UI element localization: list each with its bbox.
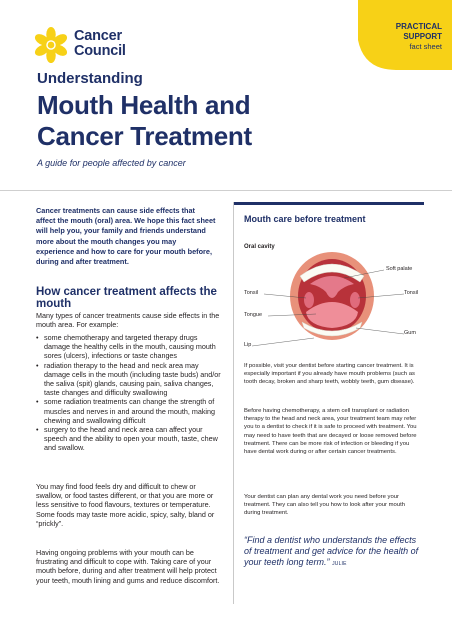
list-item: • surgery to the head and neck area can affect your speech and the ability to open your mouth, taste, chew and swallow.: [36, 425, 221, 453]
sidebar-title: Mouth care before treatment: [244, 214, 366, 224]
label-lip: Lip: [244, 342, 252, 348]
diagram-title: Oral cavity: [244, 244, 275, 250]
dentist-referral-paragraph: Before having chemotherapy, a stem cell transplant or radiation therapy to the head and neck area, your treatment team may refer you to a dentist to check if it is safe to proceed with treatment. You may need to have teeth that are decayed or loose removed before treatment. There can be more risk of infection or bleeding if you have dental work during or after certain cancer treatments.: [244, 408, 417, 456]
section-heading: How cancer treatment affects the mouth: [36, 286, 217, 310]
mouth-care-sidebar: [233, 202, 423, 604]
oral-cavity-diagram: [244, 242, 420, 352]
fact-sheet-badge: [334, 0, 452, 70]
badge-line-3: fact sheet: [409, 42, 442, 51]
page-title: [37, 90, 252, 152]
logo-line-2: Council: [74, 43, 126, 59]
label-tongue: Tongue: [244, 312, 263, 318]
food-changes-paragraph: You may find food feels dry and difficult to chew or swallow, or food tastes different, or that you are more or less sensitive to food flavours, textures or temperature. Some foods may taste more acidic, spicy, salty, bland or “prickly”.: [36, 482, 215, 528]
logo-line-1: Cancer: [74, 28, 122, 44]
label-soft-palate: Soft palate: [386, 266, 413, 272]
page-subtitle: A guide for people affected by cancer: [37, 158, 186, 168]
section-lead: Many types of cancer treatments cause side effects in the mouth area. For example:: [36, 311, 220, 330]
page-kicker: Understanding: [37, 70, 143, 87]
treatment-effects-list: [36, 333, 221, 453]
intro-paragraph: Cancer treatments can cause side effects that affect the mouth (oral) area. We hope this fact sheet will help you, your family and friends understand more about the mouth changes you may experience and how to care for your mouth before, during and after treatment.: [36, 206, 216, 267]
list-item: • radiation therapy to the head and neck area may damage cells in the mouth (including taste buds) and/or the saliva (spit) glands, causing pain, saliva changes, taste changes and difficulty swallowing: [36, 361, 221, 398]
list-item: • some chemotherapy and targeted therapy drugs damage the healthy cells in the mouth, causing mouth sores (ulcers), infections or taste changes: [36, 333, 221, 361]
label-gum: Gum: [404, 330, 416, 336]
label-tonsil-left: Tonsil: [244, 290, 259, 296]
quote-text: “Find a dentist who understands the effects of treatment and get advice for the health of your teeth long term.”: [244, 535, 419, 567]
label-tonsil-right: Tonsil: [404, 290, 419, 296]
dentist-visit-paragraph: If possible, visit your dentist before starting cancer treatment. It is especially important if you already have mouth problems (such as tooth decay, broken and sharp teeth, wobbly teeth, gum disease).: [244, 363, 415, 386]
daffodil-icon: [32, 26, 70, 64]
quote-attribution: JULIE: [332, 561, 347, 567]
mouth-illustration: [244, 242, 420, 352]
badge-line-1: PRACTICAL: [395, 22, 442, 31]
sidebar-accent-bar: [234, 202, 424, 205]
badge-line-2: SUPPORT: [403, 32, 442, 41]
dental-plan-paragraph: Your dentist can plan any dental work you need before your treatment. They can also tell you how to look after your mouth during treatment.: [244, 494, 405, 517]
header-divider: [0, 190, 452, 191]
patient-quote: [244, 535, 420, 570]
logo-wordmark: [74, 29, 126, 59]
title-line-2: Cancer Treatment: [37, 121, 252, 151]
ongoing-problems-paragraph: Having ongoing problems with your mouth can be frustrating and difficult to cope with. Taking care of your mouth before, during and after treatment will help protect your teeth, mouth lining and gums and reduce discomfort.: [36, 548, 220, 585]
title-line-1: Mouth Health and: [37, 90, 251, 120]
list-item: • some radiation treatments can change the strength of muscles and nerves in and around the mouth, making chewing and swallowing difficult: [36, 397, 221, 425]
cancer-council-logo[interactable]: [32, 24, 152, 68]
